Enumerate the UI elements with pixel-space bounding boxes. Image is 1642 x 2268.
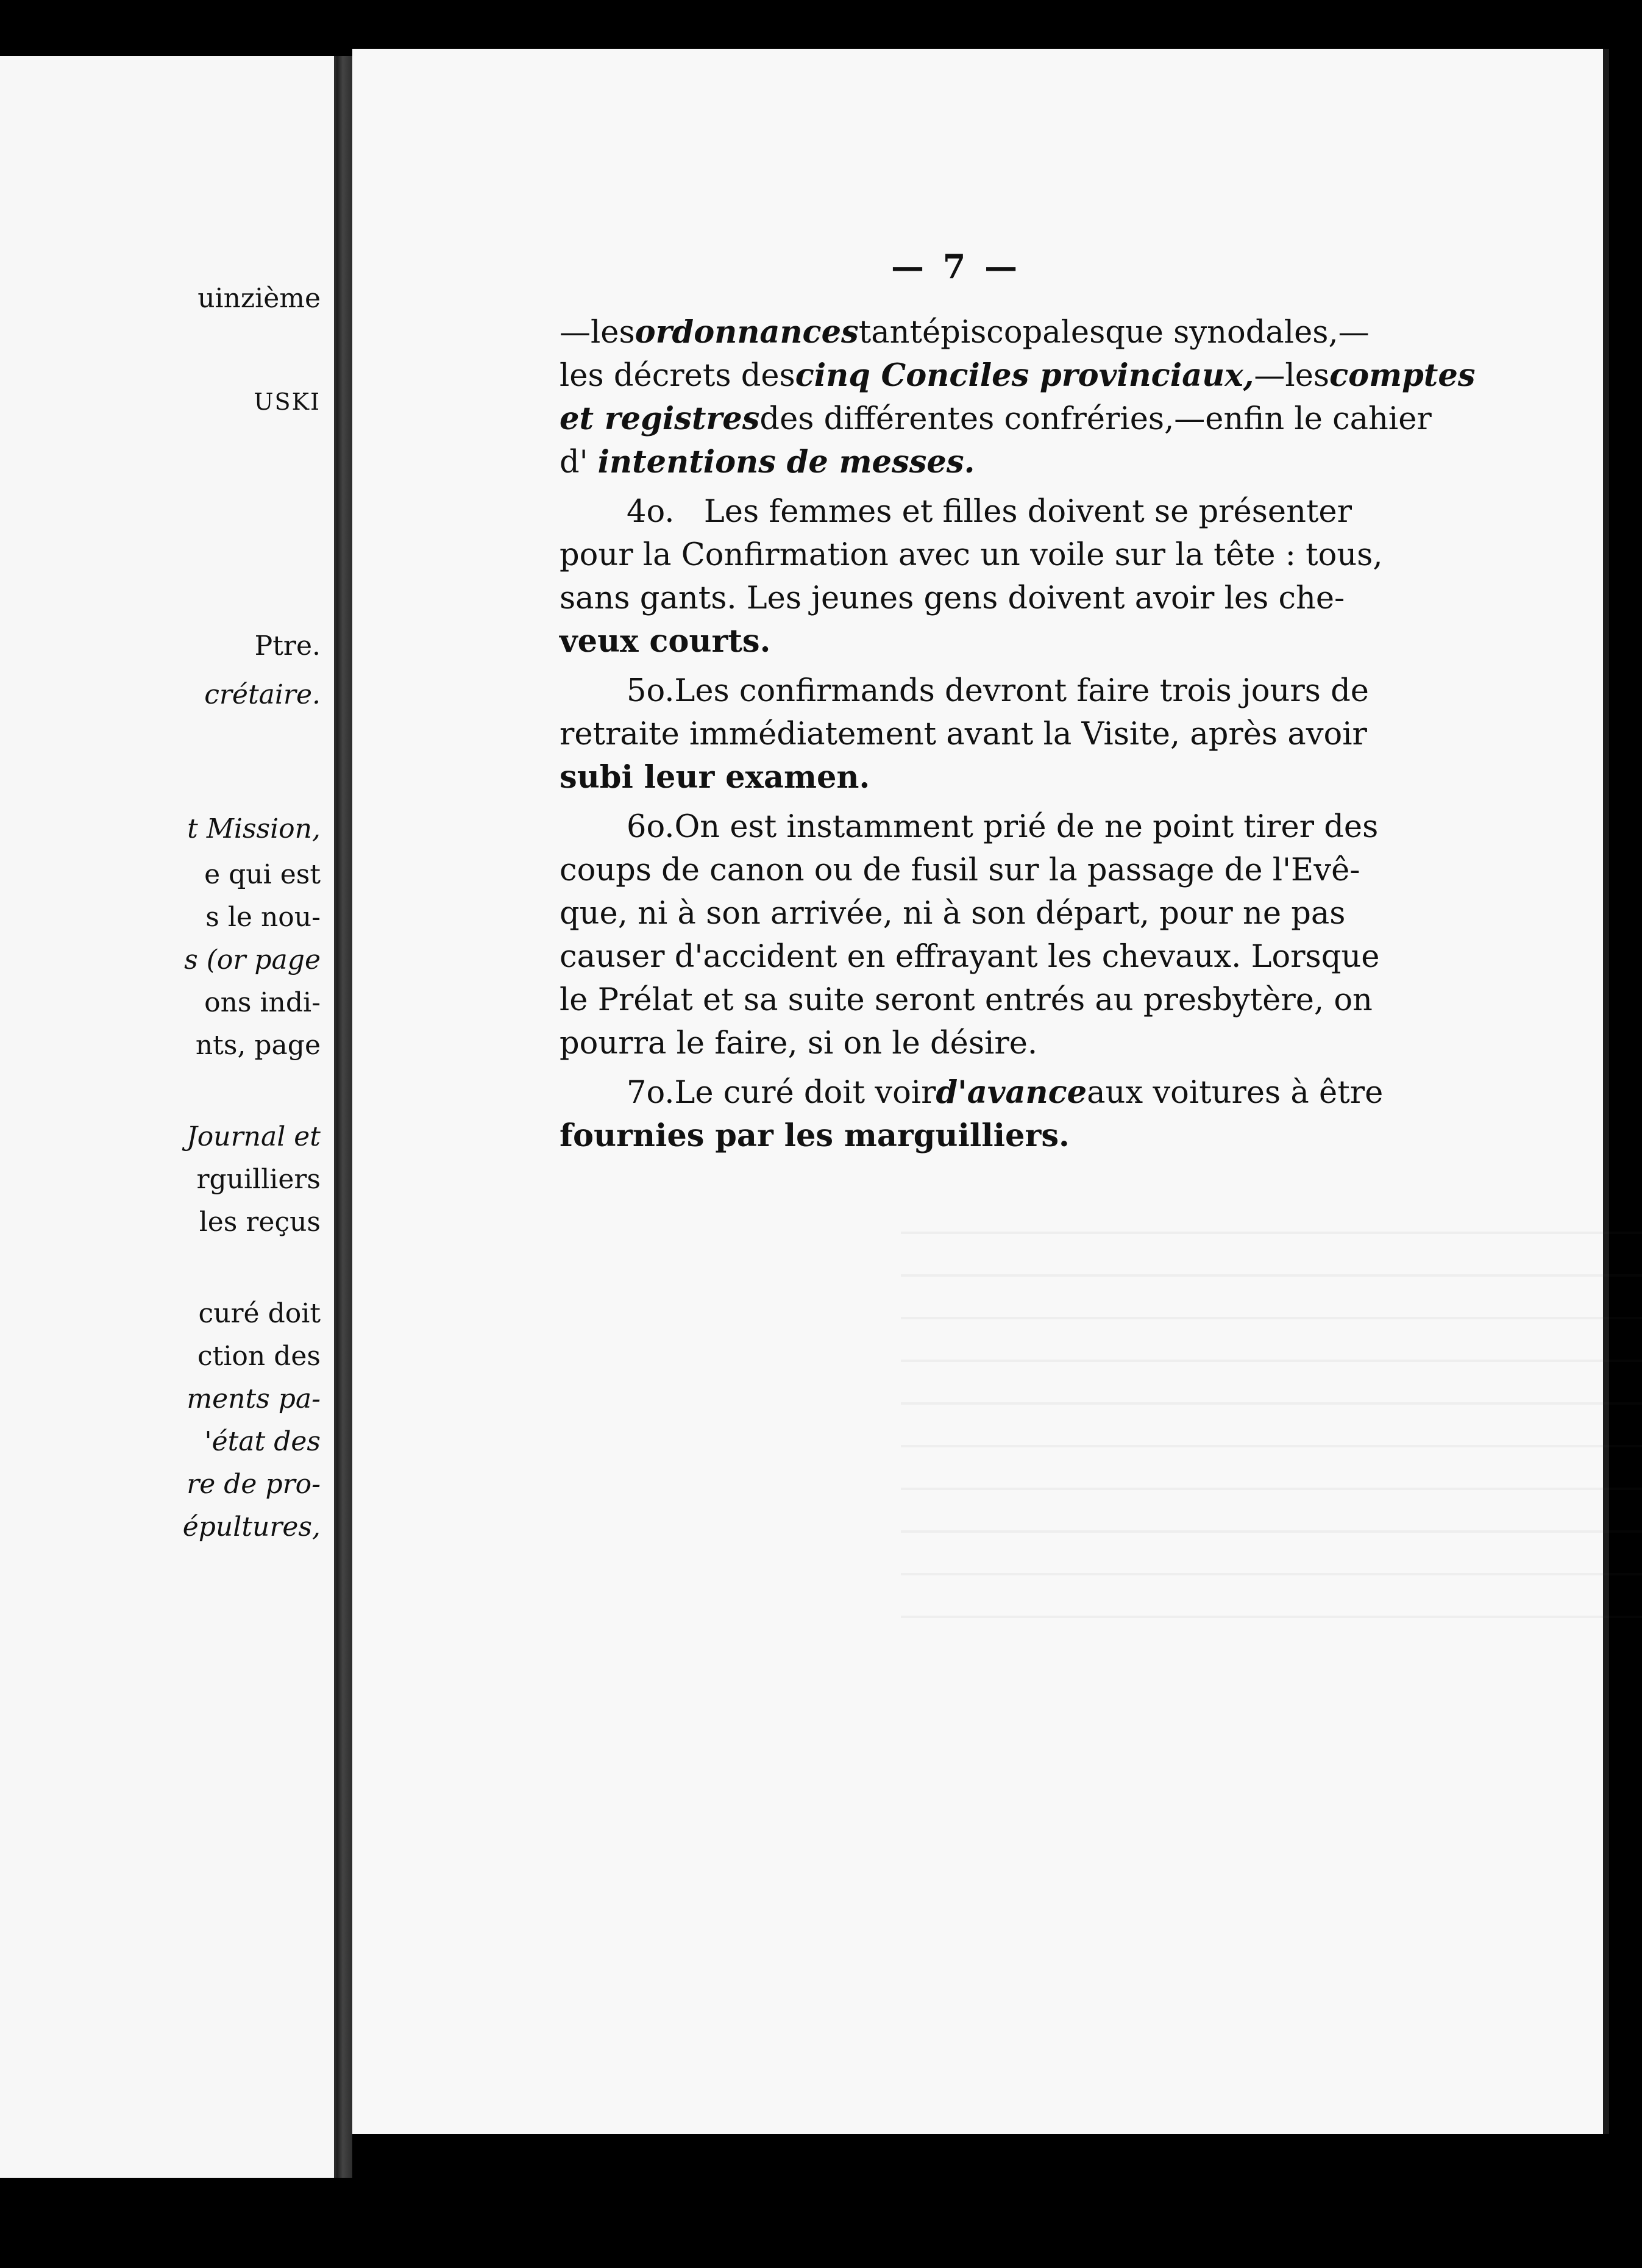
text-line — [560, 1022, 1352, 1065]
text-line — [560, 892, 1352, 935]
text-segment: pourra le faire, si on le désire. — [560, 1025, 1038, 1061]
book-gutter — [336, 56, 352, 2178]
text-segment: 4o. — [627, 494, 675, 530]
text-segment: —les — [560, 315, 635, 351]
left-page-text-fragment: re de pro- — [187, 1469, 321, 1500]
text-line — [560, 577, 1352, 620]
text-segment: d'avance — [936, 1074, 1087, 1111]
left-page-text-fragment: t Mission, — [187, 813, 321, 844]
text-line — [560, 441, 1352, 484]
left-page-text-fragment: uinzième — [197, 283, 321, 314]
text-segment: veux courts. — [560, 623, 771, 660]
paragraph — [560, 669, 1369, 799]
text-segment: 6o. — [627, 809, 675, 845]
left-facing-page — [0, 56, 338, 2178]
page-number: — 7 — — [891, 247, 1022, 286]
paragraph — [560, 490, 1383, 663]
left-page-text-fragment: les reçus — [199, 1207, 321, 1238]
text-segment: 7o. — [627, 1075, 675, 1111]
text-segment: 5o. — [627, 673, 675, 709]
left-page-text-fragment: USKI — [254, 388, 321, 415]
text-segment: intentions de messes. — [597, 444, 975, 480]
text-line — [560, 1071, 1384, 1114]
text-line — [560, 979, 1373, 1022]
left-page-text-fragment: nts, page — [195, 1030, 321, 1061]
left-page-text-fragment: ments pa- — [187, 1383, 321, 1414]
text-segment: Les confirmands devront faire trois jours de — [674, 673, 1369, 709]
text-segment: les décrets des — [560, 358, 795, 394]
text-segment: retraite immédiatement avant la Visite, après avoir — [560, 716, 1367, 752]
left-page-text-fragment: curé doit — [198, 1298, 321, 1329]
text-segment: tant — [858, 315, 922, 351]
text-segment: —les — [1254, 358, 1330, 394]
text-segment: que, ni à son arrivée, ni à son départ, pour ne pas — [560, 896, 1346, 932]
text-segment: et registres — [560, 401, 760, 437]
text-line — [560, 935, 1380, 979]
paragraph — [560, 805, 1380, 1065]
text-segment: d' — [560, 444, 588, 480]
text-line — [560, 533, 1383, 577]
left-page-text-fragment: e qui est — [204, 859, 321, 890]
left-page-text-fragment: ction des — [197, 1341, 321, 1372]
text-line — [560, 490, 1352, 533]
text-segment: coups de canon ou de fusil sur la passage de l'Evê- — [560, 852, 1360, 888]
text-segment: comptes — [1329, 357, 1476, 394]
text-segment: des différentes confréries,—enfin le cahier — [759, 401, 1432, 437]
text-line — [560, 620, 1352, 663]
left-page-text-fragment: rguilliers — [196, 1164, 321, 1195]
text-line — [560, 713, 1367, 756]
text-segment: pour la Confirmation avec un voile sur la tête : tous, — [560, 537, 1383, 573]
page-body-text — [560, 311, 1476, 1164]
left-page-text-fragment: épultures, — [182, 1511, 321, 1542]
left-page-text-fragment: s (or page — [184, 944, 321, 975]
left-page-text-fragment: s le nou- — [205, 902, 321, 933]
left-page-text-fragment: ons indi- — [204, 987, 321, 1018]
text-segment: le Prélat et sa suite seront entrés au presbytère, on — [560, 982, 1373, 1018]
text-segment: épiscopales — [922, 315, 1106, 351]
text-line — [560, 805, 1379, 849]
text-segment: Les femmes et filles doivent se présenter — [703, 494, 1352, 530]
text-segment: On est instamment prié de ne point tirer des — [674, 809, 1379, 845]
text-line — [560, 849, 1360, 892]
paragraph — [560, 311, 1476, 484]
text-segment: subi leur examen. — [560, 759, 870, 796]
text-segment: Le curé doit voir — [674, 1075, 936, 1111]
text-segment: fournies par les marguilliers. — [560, 1118, 1070, 1154]
left-page-text-fragment: crétaire. — [204, 679, 321, 710]
text-line — [560, 398, 1432, 441]
text-line — [560, 354, 1476, 398]
text-segment: cinq Conciles provinciaux, — [795, 357, 1254, 394]
text-line — [560, 669, 1369, 713]
text-line — [560, 756, 1352, 799]
text-segment: aux voitures à être — [1087, 1075, 1384, 1111]
bleed-through-shadow — [901, 1207, 1642, 1634]
paragraph — [560, 1071, 1384, 1158]
left-page-text-fragment: 'état des — [204, 1426, 321, 1457]
left-page-text-fragment: Ptre. — [254, 630, 321, 661]
text-segment: que synodales,— — [1105, 315, 1370, 351]
text-segment: sans gants. Les jeunes gens doivent avoir les che- — [560, 580, 1345, 616]
text-line — [560, 1114, 1352, 1158]
text-line — [560, 311, 1370, 354]
text-segment: causer d'accident en effrayant les chevaux. Lorsque — [560, 939, 1380, 975]
text-segment: ordonnances — [634, 314, 859, 351]
left-page-text-fragment: Journal et — [187, 1121, 321, 1152]
